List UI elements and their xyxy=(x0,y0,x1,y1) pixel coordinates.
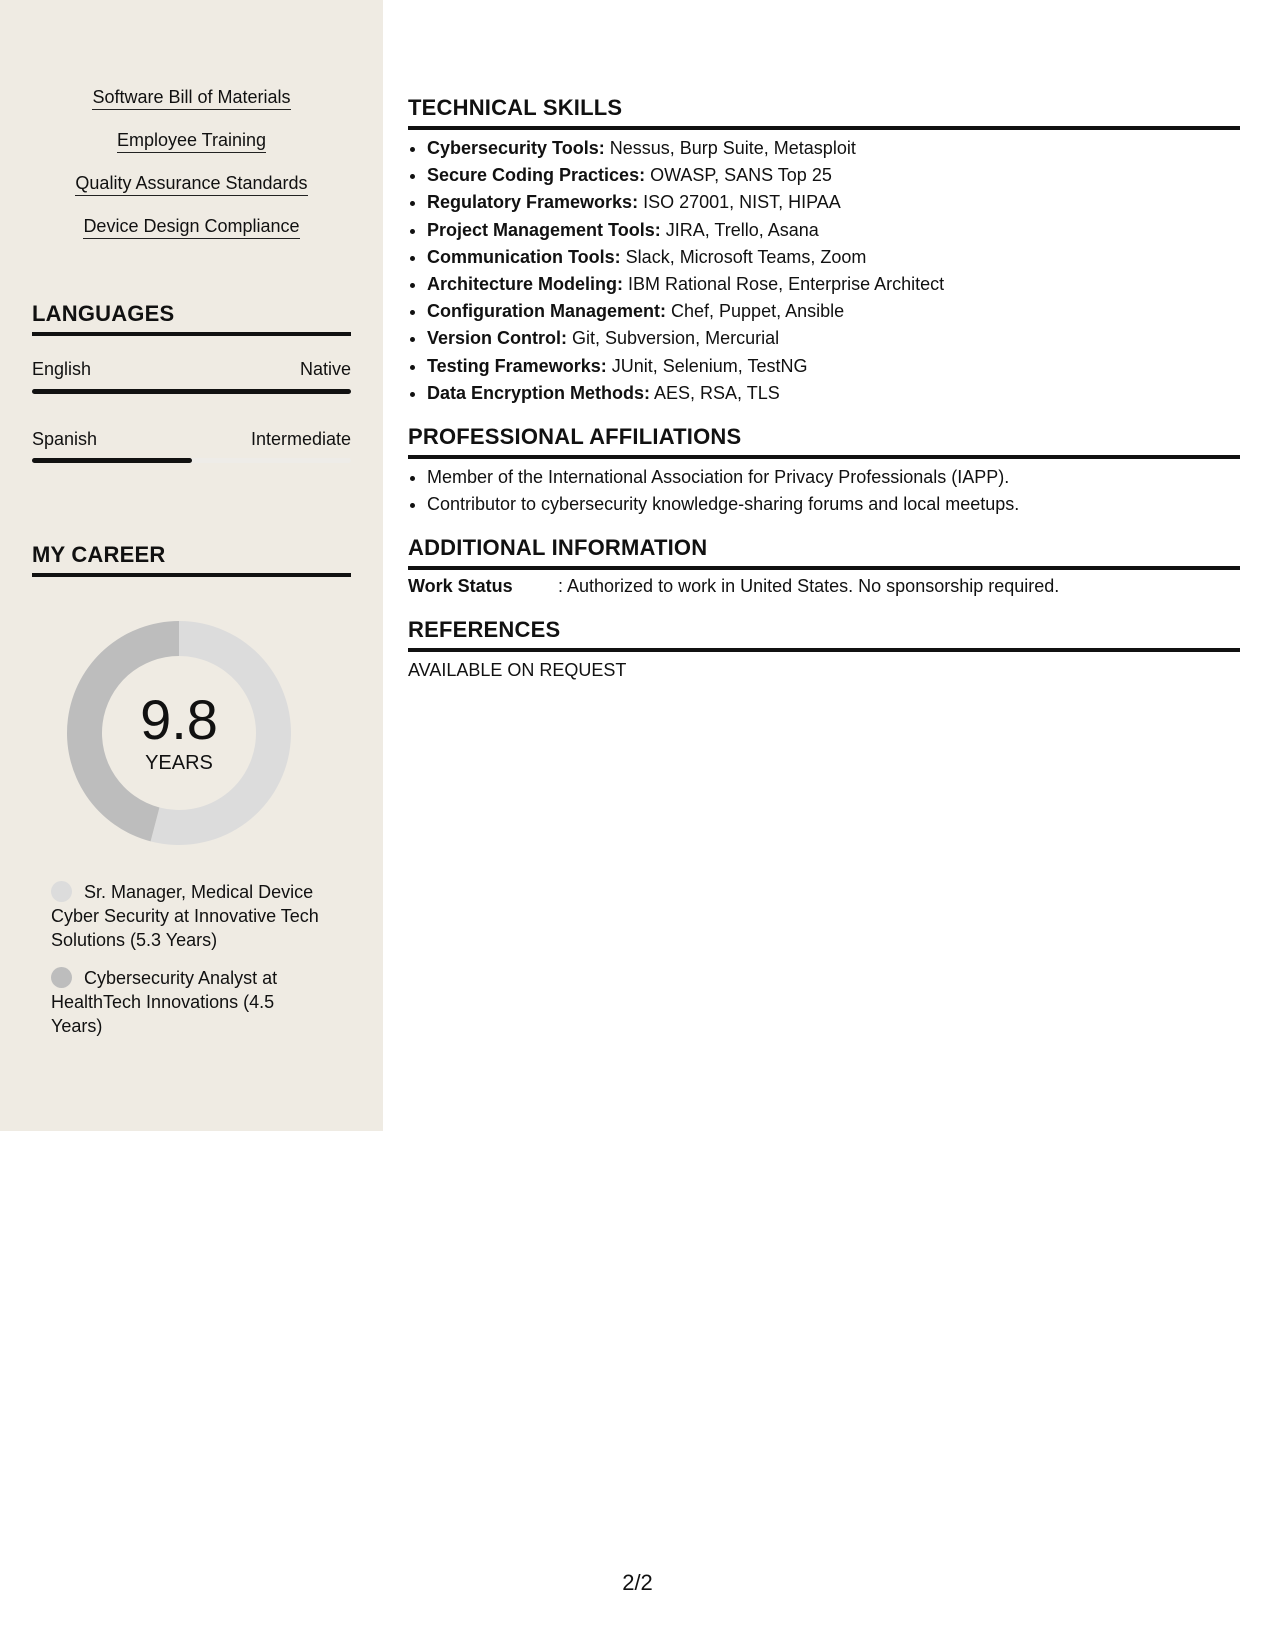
career-item xyxy=(51,880,326,952)
skill-value: Nessus, Burp Suite, Metasploit xyxy=(604,138,856,158)
work-status-value: : Authorized to work in United States. No sponsorship required. xyxy=(558,576,1060,596)
career-total-unit: YEARS xyxy=(145,752,213,774)
work-status-label: Work Status xyxy=(408,576,513,596)
skill-value: AES, RSA, TLS xyxy=(650,382,780,403)
skill-item: Software Bill of Materials xyxy=(92,87,290,110)
references-text: AVAILABLE ON REQUEST xyxy=(408,660,627,680)
career-total-value: 9.8 xyxy=(140,688,218,751)
career-legend-dot xyxy=(51,967,72,988)
skill-value: JUnit, Selenium, TestNG xyxy=(606,355,808,376)
skill-value: IBM Rational Rose, Enterprise Architect xyxy=(623,274,945,295)
work-status xyxy=(408,576,1059,597)
skill-value: OWASP, SANS Top 25 xyxy=(645,165,832,186)
list-item xyxy=(427,353,1259,380)
career-donut-chart xyxy=(66,620,292,846)
list-item xyxy=(427,162,1259,189)
language-bar-spanish xyxy=(32,458,351,463)
list-item xyxy=(427,325,1259,352)
skill-label: Data Encryption Methods: xyxy=(427,382,651,403)
technical-skills-list xyxy=(408,135,1259,407)
skill-value: JIRA, Trello, Asana xyxy=(660,219,819,240)
career-heading: MY CAREER xyxy=(32,542,351,577)
list-item xyxy=(427,298,1259,325)
list-item xyxy=(427,244,1259,271)
language-level: Intermediate xyxy=(250,429,351,449)
skill-label: Secure Coding Practices: xyxy=(427,165,646,186)
career-item-text: Cybersecurity Analyst at HealthTech Innovations (4.5 Years) xyxy=(51,968,278,1036)
list-item xyxy=(427,217,1259,244)
skill-label: Testing Frameworks: xyxy=(427,355,607,376)
skill-value: Git, Subversion, Mercurial xyxy=(567,328,780,349)
list-item xyxy=(427,380,1259,407)
skill-item: Quality Assurance Standards xyxy=(75,173,307,196)
skill-label: Architecture Modeling: xyxy=(427,274,624,295)
affiliations-list xyxy=(408,464,1259,518)
language-level: Native xyxy=(299,359,351,379)
career-item xyxy=(51,966,326,1038)
languages-heading: LANGUAGES xyxy=(32,301,351,336)
language-name: English xyxy=(32,359,92,379)
list-item: • Contributor to cybersecurity knowledge-sharing forums and local meetups. xyxy=(427,491,1259,518)
skill-label: Regulatory Frameworks: xyxy=(427,192,639,213)
skill-value: Chef, Puppet, Ansible xyxy=(666,301,845,322)
skills-list xyxy=(0,87,383,259)
sidebar xyxy=(0,0,383,1131)
skill-value: Slack, Microsoft Teams, Zoom xyxy=(620,246,867,267)
skill-label: Cybersecurity Tools: xyxy=(427,138,605,158)
affiliations-heading: PROFESSIONAL AFFILIATIONS xyxy=(408,424,1240,459)
language-name: Spanish xyxy=(32,429,98,449)
list-item: • Member of the International Association for Privacy Professionals (IAPP). xyxy=(427,464,1259,491)
language-row-english xyxy=(32,359,351,380)
skill-label: Communication Tools: xyxy=(427,246,621,267)
language-bar-english xyxy=(32,389,351,394)
skill-item: Employee Training xyxy=(117,130,266,153)
career-legend-dot xyxy=(51,881,72,902)
skill-label: Version Control: xyxy=(427,328,568,349)
list-item xyxy=(427,189,1259,216)
language-bar-fill xyxy=(32,458,192,463)
references-heading: REFERENCES xyxy=(408,617,1240,652)
skill-label: Project Management Tools: xyxy=(427,219,661,240)
skill-value: ISO 27001, NIST, HIPAA xyxy=(638,192,841,213)
skill-item: Device Design Compliance xyxy=(83,216,299,239)
page-number: 2/2 xyxy=(622,1570,653,1595)
career-item-text: Sr. Manager, Medical Device Cyber Security at Innovative Tech Solutions (5.3 Years) xyxy=(51,882,319,950)
language-row-spanish xyxy=(32,429,351,450)
skill-label: Configuration Management: xyxy=(427,301,666,322)
additional-info-heading: ADDITIONAL INFORMATION xyxy=(408,535,1240,570)
list-item xyxy=(427,271,1259,298)
language-bar-fill xyxy=(32,389,351,394)
list-item xyxy=(427,135,1259,162)
technical-skills-heading: TECHNICAL SKILLS xyxy=(408,95,1240,130)
career-total xyxy=(66,688,292,775)
